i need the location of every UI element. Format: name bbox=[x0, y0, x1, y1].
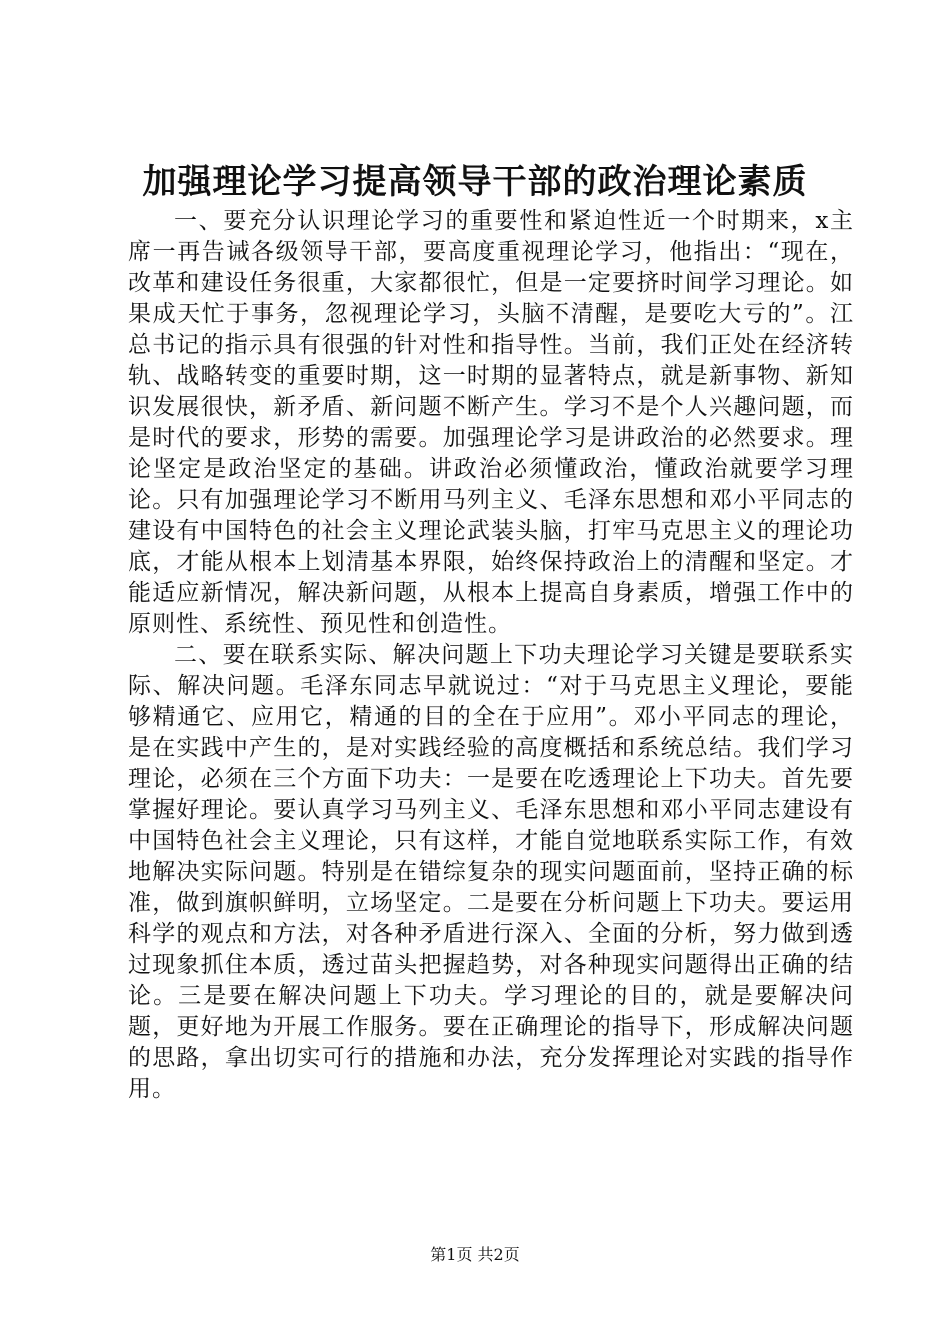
paragraph-2: 二、要在联系实际、解决问题上下功夫理论学习关键是要联系实际、解决问题。毛泽东同志早就说过：“对于马克思主义理论，要能够精通它、应用它，精通的目的全在于应用”。邓小平同志的理论，是在实践中产生的，是对实践经验的高度概括和系统总结。我们学习理论，必须在三个方面下功夫：一是要在吃透理论上下功夫。首先要掌握好理论。要认真学习马列主义、毛泽东思想和邓小平同志建设有中国特色社会主义理论，只有这样，才能自觉地联系实际工作，有效地解决实际问题。特别是在错综复杂的现实问题面前，坚持正确的标准，做到旗帜鲜明，立场坚定。二是要在分析问题上下功夫。要运用科学的观点和方法，对各种矛盾进行深入、全面的分析，努力做到透过现象抓住本质，透过苗头把握趋势，对各种现实问题得出正确的结论。三是要在解决问题上下功夫。学习理论的目的，就是要解决问题，更好地为开展工作服务。要在正确理论的指导下，形成解决问题的思路，拿出切实可行的措施和办法，充分发挥理论对实践的指导作用。 bbox=[128, 642, 854, 1102]
document-body bbox=[128, 206, 854, 1105]
page-footer: 第1页 共2页 bbox=[430, 1245, 520, 1264]
document-title: 加强理论学习提高领导干部的政治理论素质 bbox=[142, 162, 808, 202]
paragraph-1: 一、要充分认识理论学习的重要性和紧迫性近一个时期来，x主席一再告诫各级领导干部，要高度重视理论学习，他指出：“现在，改革和建设任务很重，大家都很忙，但是一定要挤时间学习理论。如果成天忙于事务，忽视理论学习，头脑不清醒，是要吃大亏的”。江总书记的指示具有很强的针对性和指导性。当前，我们正处在经济转轨、战略转变的重要时期，这一时期的显著特点，就是新事物、新知识发展很快，新矛盾、新问题不断产生。学习不是个人兴趣问题，而是时代的要求，形势的需要。加强理论学习是讲政治的必然要求。理论坚定是政治坚定的基础。讲政治必须懂政治，懂政治就要学习理论。只有加强理论学习不断用马列主义、毛泽东思想和邓小平同志的建设有中国特色的社会主义理论武装头脑，打牢马克思主义的理论功底，才能从根本上划清基本界限，始终保持政治上的清醒和坚定。才能适应新情况，解决新问题，从根本上提高自身素质，增强工作中的原则性、系统性、预见性和创造性。 bbox=[128, 208, 854, 637]
